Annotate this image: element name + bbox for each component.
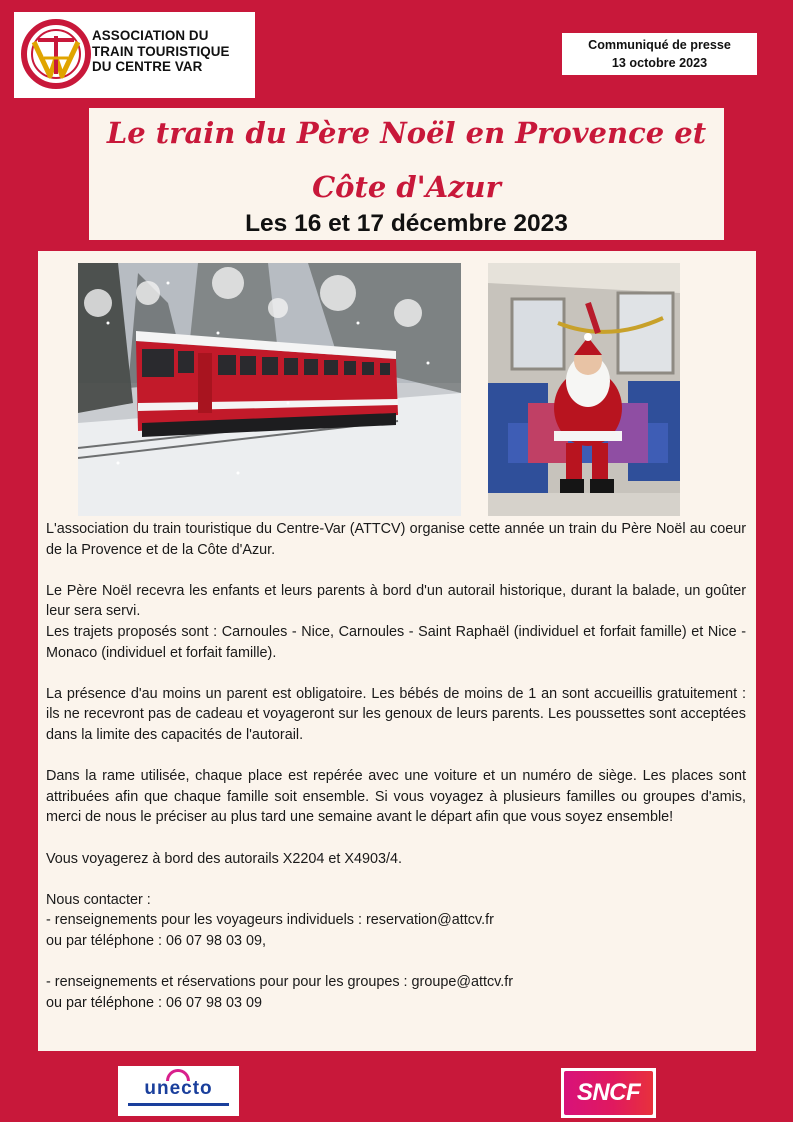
contact-individual-phone: ou par téléphone : 06 07 98 03 09, (46, 932, 267, 949)
sncf-logo-background (564, 1071, 653, 1115)
contact-title: Nous contacter : (46, 891, 151, 908)
association-name (92, 28, 254, 75)
unecto-logo-text: unecto (144, 1078, 213, 1099)
content-panel (38, 251, 756, 1051)
attcv-emblem-icon (20, 18, 92, 90)
intro-paragraph: L'association du train touristique du Centre-Var (ATTCV) organise cette année un train du Père Noël au coeur de la Provence et de la Côte d'Azur. (46, 521, 746, 558)
paragraph-autorails: Vous voyagerez à bord des autorails X2204 et X4903/4. (46, 850, 403, 867)
press-release-date: 13 octobre 2023 (611, 56, 708, 70)
contact-individual: - renseignements pour les voyageurs individuels : reservation@attcv.fr (46, 912, 494, 929)
association-logo (14, 12, 255, 98)
body-text (46, 519, 746, 1013)
event-dates: Les 16 et 17 décembre 2023 (245, 210, 568, 237)
press-release-box (562, 33, 757, 75)
unecto-logo (118, 1066, 239, 1116)
santa-in-train-photo (488, 263, 680, 516)
snowy-train-photo (78, 263, 461, 516)
title-line-1: Le train du Père Noël en Provence et (106, 116, 707, 150)
paragraph-gouter: Le Père Noël recevra les enfants et leurs parents à bord d'un autorail historique, durant la balade, un goûter leur sera servi. (46, 582, 746, 620)
title-banner (89, 108, 724, 240)
unecto-underline (128, 1103, 229, 1106)
title-line-2: Côte d'Azur (312, 170, 501, 204)
sncf-logo-text: SNCF (576, 1079, 641, 1106)
sncf-logo (561, 1068, 656, 1118)
association-name-line-2: TRAIN TOURISTIQUE (92, 43, 230, 59)
paragraph-trajets: Les trajets proposés sont : Carnoules - Nice, Carnoules - Saint Raphaël (individuel et forfait famille) et Nice - Monaco (individuel et forfait famille). (46, 623, 746, 661)
paragraph-places: Dans la rame utilisée, chaque place est repérée avec une voiture et un numéro de siège. Les places sont attribuées afin que chaque famille soit ensemble. Si vous voyagez à plusieurs familles ou groupes d'amis, merci de nous le préciser au plus tard une semaine avant le départ afin que vous soyez ensemble! (46, 768, 746, 826)
contact-groups-phone: ou par téléphone : 06 07 98 03 09 (46, 994, 263, 1011)
press-release-label: Communiqué de presse (588, 38, 731, 52)
paragraph-parents: La présence d'au moins un parent est obligatoire. Les bébés de moins de 1 an sont accueillis gratuitement : ils ne recevront pas de cadeau et voyageront sur les genoux de leurs parents. Les poussettes sont acceptées dans la limite des capacités de l'autorail. (46, 685, 746, 743)
association-name-line-3: DU CENTRE VAR (92, 59, 203, 75)
association-name-line-1: ASSOCIATION DU (92, 28, 209, 43)
contact-groups: - renseignements et réservations pour pour les groupes : groupe@attcv.fr (46, 974, 514, 991)
